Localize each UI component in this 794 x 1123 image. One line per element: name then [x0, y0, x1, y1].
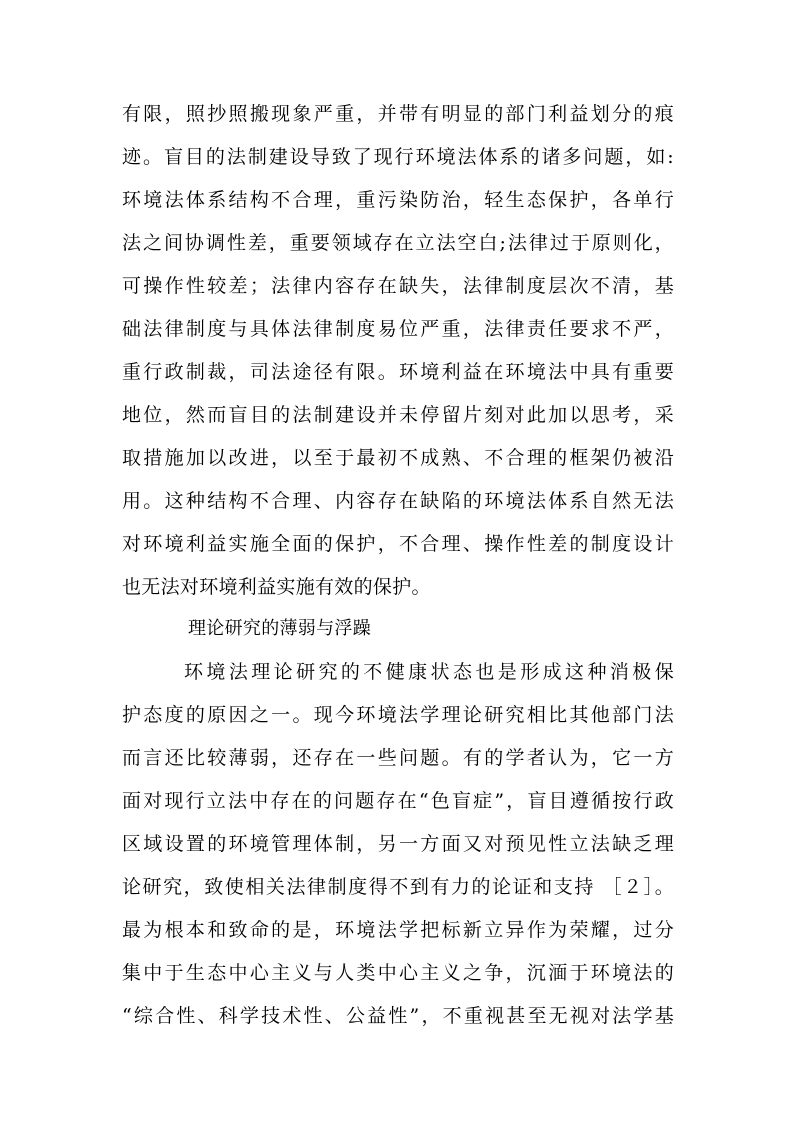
paragraph2-line-5: 区域设置的环境管理体制，另一方面又对预见性立法缺乏理 — [122, 833, 674, 855]
paragraph1-line-6: 础法律制度与具体法律制度易位严重，法律责任要求不严， — [122, 318, 674, 340]
paragraph2-line-2: 护态度的原因之一。现今环境法学理论研究相比其他部门法 — [122, 704, 674, 726]
paragraph1-line-1: 有限，照抄照搬现象严重，并带有明显的部门利益划分的痕 — [122, 103, 674, 125]
paragraph1-line-5: 可操作性较差；法律内容存在缺失，法律制度层次不清，基 — [122, 275, 674, 297]
paragraph2-line-9: “综合性、科学技术性、公益性”，不重视甚至无视对法学基 — [122, 1005, 674, 1027]
paragraph1-line-12: 也无法对环境利益实施有效的保护。 — [122, 576, 431, 598]
paragraph1-line-10: 用。这种结构不合理、内容存在缺陷的环境法体系自然无法 — [122, 490, 674, 512]
paragraph2-line-8: 集中于生态中心主义与人类中心主义之争，沉湎于环境法的 — [122, 962, 674, 984]
paragraph2-line-7: 最为根本和致命的是，环境法学把标新立异作为荣耀，过分 — [122, 919, 674, 941]
paragraph1-line-8: 地位，然而盲目的法制建设并未停留片刻对此加以思考，采 — [122, 404, 674, 426]
paragraph1-line-9: 取措施加以改进，以至于最初不成熟、不合理的框架仍被沿 — [122, 447, 674, 469]
paragraph1-line-3: 环境法体系结构不合理，重污染防治，轻生态保护，各单行 — [122, 189, 674, 211]
paragraph1-line-11: 对环境利益实施全面的保护，不合理、操作性差的制度设计 — [122, 533, 674, 555]
paragraph2-line-4: 面对现行立法中存在的问题存在“色盲症”，盲目遵循按行政 — [122, 790, 674, 812]
section-heading: 理论研究的薄弱与浮躁 — [188, 618, 371, 639]
paragraph2-line-3: 而言还比较薄弱，还存在一些问题。有的学者认为，它一方 — [122, 747, 674, 769]
paragraph2-line-1: 环境法理论研究的不健康状态也是形成这种消极保 — [184, 661, 674, 683]
paragraph2-line-6: 论研究，致使相关法律制度得不到有力的论证和支持 ［２］。 — [122, 876, 674, 898]
paragraph1-line-7: 重行政制裁，司法途径有限。环境利益在环境法中具有重要 — [122, 361, 674, 383]
paragraph1-line-2: 迹。盲目的法制建设导致了现行环境法体系的诸多问题，如: — [122, 146, 674, 168]
paragraph1-line-4: 法之间协调性差，重要领域存在立法空白;法律过于原则化， — [122, 232, 674, 254]
